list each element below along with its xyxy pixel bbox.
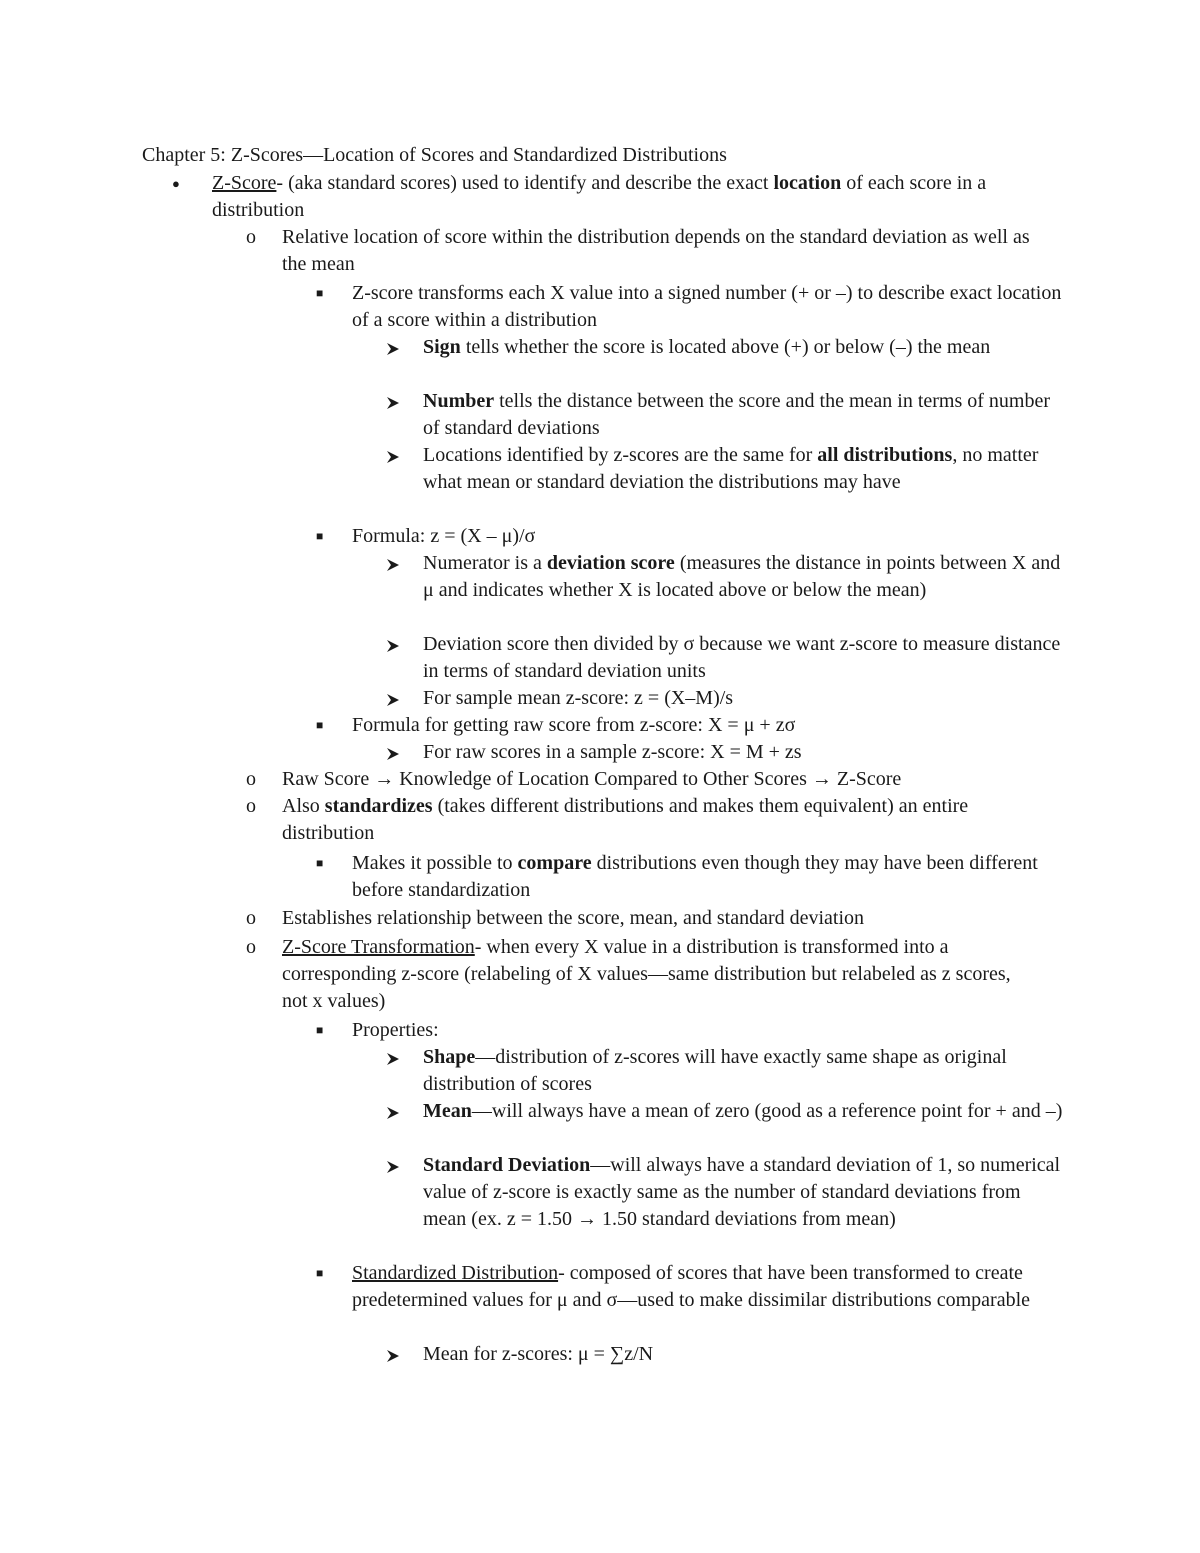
text-run: Makes it possible to	[352, 852, 518, 874]
outline-item-text	[212, 170, 1052, 224]
arrowhead-bullet-icon	[386, 550, 414, 580]
arrowhead-icon	[386, 639, 400, 653]
circle-bullet-icon: o	[246, 795, 256, 817]
chapter-title: Chapter 5: Z-Scores—Location of Scores and Standardized Distributions	[142, 144, 727, 166]
arrowhead-bullet-icon	[386, 631, 414, 661]
outline-item-level-4	[386, 685, 1066, 712]
arrowhead-bullet-icon	[386, 442, 414, 472]
bold-term: location	[773, 172, 842, 194]
outline-item-text	[423, 550, 1066, 604]
text-run: tells the distance between the score and the mean in terms of number of standard deviations	[423, 390, 1051, 439]
text-run: - composed of scores that have been transformed to create predetermined values for μ and σ—used to make dissimilar distributions comparable	[352, 1262, 1030, 1311]
outline-item-level-4	[386, 1098, 1066, 1125]
outline-item-level-4	[386, 1152, 1066, 1233]
outline-item-level-3	[316, 850, 1066, 904]
arrowhead-icon	[386, 1106, 400, 1120]
square-bullet-icon: ■	[316, 718, 324, 732]
outline-item-text	[423, 1341, 1066, 1368]
outline-item-level-3	[316, 523, 1066, 550]
square-bullet-icon: ■	[316, 1023, 324, 1037]
outline-item-level-3	[316, 280, 1066, 334]
outline-item-text	[423, 685, 1066, 712]
outline-item-level-4	[386, 1341, 1066, 1368]
arrowhead-bullet-icon	[386, 1341, 414, 1371]
text-run: Formula: z = (X – μ)/σ	[352, 525, 536, 547]
arrowhead-icon	[386, 693, 400, 707]
underlined-term: Z-Score Transformation	[282, 936, 475, 958]
text-run: - when every X value in a distribution is transformed into a corresponding z-score (relabeling of X values—same distribution but relabeled as z scores, not x values)	[282, 936, 1011, 1012]
text-run: (measures the distance in points between X and μ and indicates whether X is located above or below the mean)	[423, 552, 1061, 601]
circle-bullet-icon: o	[246, 907, 256, 929]
text-run: For sample mean z-score: z = (X–M)/s	[423, 687, 734, 709]
text-run: Z-Score	[831, 768, 902, 790]
outline-item-level-3	[316, 1017, 1066, 1044]
underlined-term: Standardized Distribution	[352, 1262, 559, 1284]
text-run: - (aka standard scores) used to identify and describe the exact	[276, 172, 774, 194]
outline-item-level-1	[172, 170, 1052, 224]
text-run: Establishes relationship between the score, mean, and standard deviation	[282, 907, 865, 929]
bold-term: Sign	[423, 336, 461, 358]
outline-item-level-4	[386, 442, 1066, 496]
outline-item-text	[423, 388, 1066, 442]
outline-item-text	[282, 766, 1036, 793]
square-bullet-icon: ■	[316, 1266, 324, 1280]
outline-item-level-2	[246, 934, 1036, 1015]
arrowhead-bullet-icon	[386, 1152, 414, 1182]
outline-item-text	[423, 442, 1066, 496]
arrowhead-icon	[386, 747, 400, 761]
arrowhead-bullet-icon	[386, 685, 414, 715]
text-run: Also	[282, 795, 325, 817]
text-run: —will always have a standard deviation of 1, so numerical value of z-score is exactly same as the number of standard deviations from mean (ex. z = 1.50	[423, 1154, 1061, 1230]
text-run: Z-score transforms each X value into a signed number (+ or –) to describe exact location of a score within a distribution	[352, 282, 1062, 331]
circle-bullet-icon: o	[246, 768, 256, 790]
outline-item-text	[423, 1098, 1066, 1125]
right-arrow-icon: →	[374, 768, 395, 790]
text-run: —distribution of z-scores will have exactly same shape as original distribution of scores	[423, 1046, 1007, 1095]
arrowhead-bullet-icon	[386, 1098, 414, 1128]
outline-item-text	[352, 712, 1066, 739]
outline-item-level-2	[246, 766, 1036, 793]
bold-term: deviation score	[546, 552, 675, 574]
text-run: Mean for z-scores: μ = ∑z/N	[423, 1343, 654, 1365]
arrowhead-icon	[386, 558, 400, 572]
outline-item-text	[352, 1017, 1066, 1044]
arrowhead-icon	[386, 1160, 400, 1174]
outline-item-text	[282, 934, 1036, 1015]
outline-item-text	[423, 1044, 1066, 1098]
outline-item-text	[352, 1260, 1066, 1314]
bullet-dot-icon: ●	[172, 176, 180, 191]
outline-item-level-4	[386, 550, 1066, 604]
square-bullet-icon: ■	[316, 856, 324, 870]
outline-item-level-4	[386, 739, 1066, 766]
text-run: distributions even though they may have been different before standardization	[352, 852, 1038, 901]
arrowhead-bullet-icon	[386, 334, 414, 364]
outline-item-level-2	[246, 793, 1036, 847]
arrowhead-bullet-icon	[386, 739, 414, 769]
outline-item-text	[423, 631, 1066, 685]
text-run: tells whether the score is located above (+) or below (–) the mean	[460, 336, 991, 358]
text-run: of each score in a distribution	[212, 172, 987, 221]
text-run: Properties:	[352, 1019, 439, 1041]
outline-item-text	[282, 793, 1036, 847]
bold-term: compare	[517, 852, 592, 874]
text-run: Numerator is a	[423, 552, 547, 574]
outline-item-level-4	[386, 334, 1066, 361]
arrowhead-icon	[386, 1052, 400, 1066]
arrowhead-icon	[386, 450, 400, 464]
outline-item-level-3	[316, 1260, 1066, 1314]
outline-item-level-3	[316, 712, 1066, 739]
text-run: 1.50 standard deviations from mean)	[597, 1208, 896, 1230]
right-arrow-icon: →	[811, 768, 832, 790]
arrowhead-icon	[386, 342, 400, 356]
outline-item-text	[352, 850, 1066, 904]
outline-item-level-2	[246, 224, 1036, 278]
circle-bullet-icon: o	[246, 936, 256, 958]
arrowhead-icon	[386, 396, 400, 410]
text-run: Relative location of score within the distribution depends on the standard deviation as well as the mean	[282, 226, 1030, 275]
text-run: —will always have a mean of zero (good as a reference point for + and –)	[471, 1100, 1063, 1122]
text-run: Formula for getting raw score from z-score: X = μ + zσ	[352, 714, 796, 736]
text-run: Locations identified by z-scores are the same for	[423, 444, 818, 466]
outline-item-text	[282, 905, 1036, 932]
outline-item-text	[352, 280, 1066, 334]
outline-item-level-4	[386, 388, 1066, 442]
text-run: Raw Score	[282, 768, 375, 790]
outline-item-level-4	[386, 1044, 1066, 1098]
bold-term: Number	[423, 390, 495, 412]
arrowhead-bullet-icon	[386, 388, 414, 418]
right-arrow-icon: →	[577, 1208, 598, 1230]
text-run: (takes different distributions and makes them equivalent) an entire distribution	[282, 795, 969, 844]
bold-term: all distributions	[817, 444, 953, 466]
outline-item-text	[423, 739, 1066, 766]
bold-term: Mean	[423, 1100, 472, 1122]
outline-item-text	[352, 523, 1066, 550]
square-bullet-icon: ■	[316, 286, 324, 300]
outline-item-text	[423, 1152, 1066, 1233]
bold-term: standardizes	[324, 795, 433, 817]
outline-item-level-4	[386, 631, 1066, 685]
arrowhead-bullet-icon	[386, 1044, 414, 1074]
outline-item-text	[423, 334, 1066, 361]
bold-term: Shape	[423, 1046, 476, 1068]
text-run: For raw scores in a sample z-score: X = M + zs	[423, 741, 802, 763]
outline-item-text	[282, 224, 1036, 278]
arrowhead-icon	[386, 1349, 400, 1363]
bold-term: Standard Deviation	[423, 1154, 591, 1176]
text-run: Deviation score then divided by σ because we want z-score to measure distance in terms of standard deviation units	[423, 633, 1061, 682]
circle-bullet-icon: o	[246, 226, 256, 248]
text-run: , no matter what mean or standard deviation the distributions may have	[423, 444, 1039, 493]
square-bullet-icon: ■	[316, 529, 324, 543]
underlined-term: Z-Score	[212, 172, 277, 194]
outline-item-level-2	[246, 905, 1036, 932]
text-run: Knowledge of Location Compared to Other Scores	[394, 768, 812, 790]
